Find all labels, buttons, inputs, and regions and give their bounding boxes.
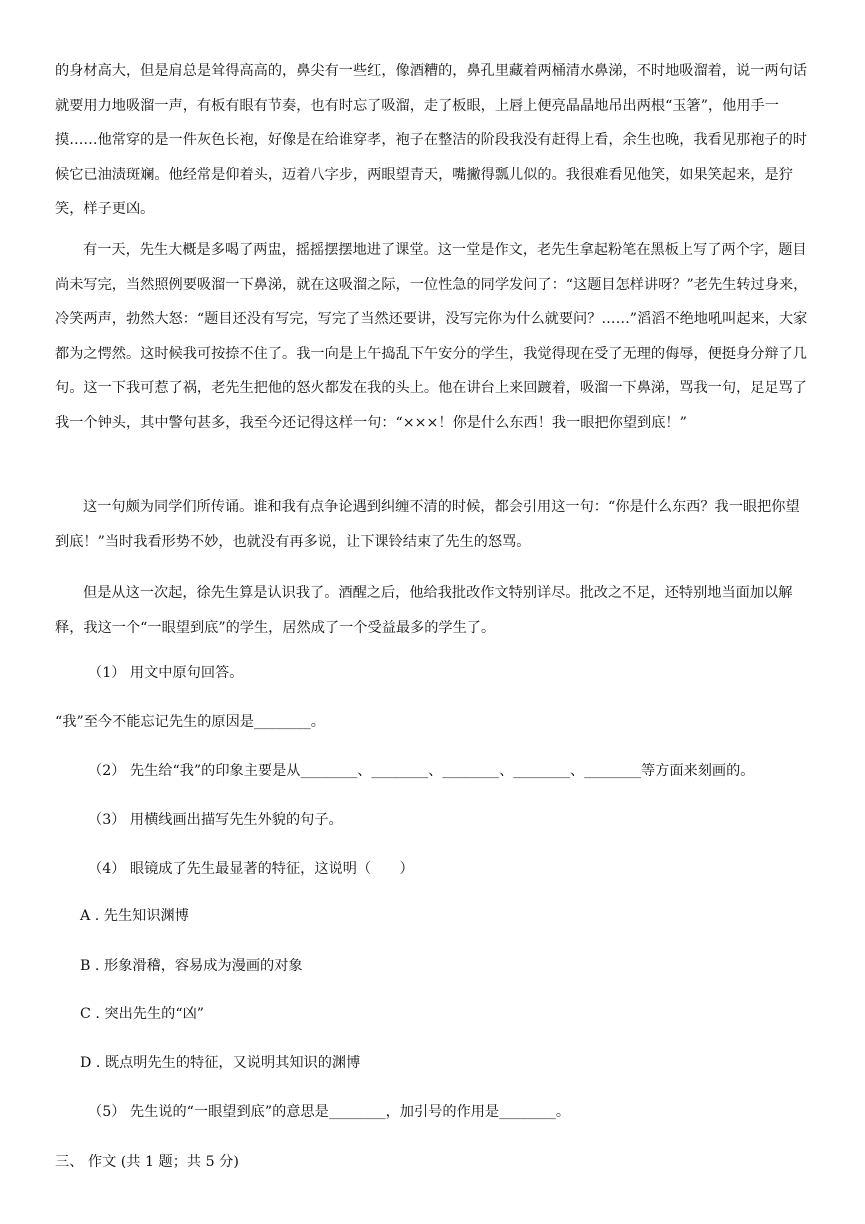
option-a: A . 先生知识渊博 xyxy=(80,908,189,924)
option-d: D . 既点明先生的特征，又说明其知识的渊博 xyxy=(80,1055,361,1071)
question-2: （2） 先生给“我”的印象主要是从________、________、________、________、________等方面来刻画的。 xyxy=(88,763,755,779)
option-b: B . 形象滑稽，容易成为漫画的对象 xyxy=(80,958,303,974)
passage-paragraph-1: 的身材高大，但是肩总是耸得高高的，鼻尖有一些红，像酒糟的，鼻孔里藏着两桶清水鼻涕，不时地吸溜着，说一两句话就要用力地吸溜一声，有板有眼有节奏，也有时忘了吸溜，走了板眼，上唇上便亮晶晶地吊出两根“玉箸”，他用手一摸……他常穿的是一件灰色长袍，好像是在给谁穿孝，袍子在整洁的阶段我没有赶得上看，余生也晚，我看见那袍子的时候它已油渍斑斓。他经常是仰着头，迈着八字步，两眼望青天，嘴撇得瓢儿似的。我很难看见他笑，如果笑起来，是狞笑，样子更凶。 xyxy=(55,63,807,217)
section-heading: 三、 作文 (共 1 题；共 5 分) xyxy=(55,1154,239,1170)
passage-paragraph-3: 这一句颇为同学们所传诵。谁和我有点争论遇到纠缠不清的时候，都会引用这一句：“你是什么东西？我一眼把你望到底！”当时我看形势不妙，也就没有再多说，让下课铃结束了先生的怒骂。 xyxy=(55,499,800,550)
question-1: （1） 用文中原句回答。 xyxy=(88,665,244,681)
question-4: （4） 眼镜成了先生最显著的特征，这说明（ ） xyxy=(88,861,414,877)
option-c: C . 突出先生的“凶” xyxy=(80,1006,205,1022)
question-1-answer-line: “我”至今不能忘记先生的原因是________。 xyxy=(55,714,325,730)
passage-paragraph-2: 有一天，先生大概是多喝了两盅，摇摇摆摆地进了课堂。这一堂是作文，老先生拿起粉笔在黑板上写了两个字，题目尚未写完，当然照例要吸溜一下鼻涕，就在这吸溜之际，一位性急的同学发问了：“这题目怎样讲呀？”老先生转过身来，冷笑两声，勃然大怒：“题目还没有写完，写完了当然还要讲，没写完你为什么就要问？……”滔滔不绝地吼叫起来，大家都为之愕然。这时候我可按捺不住了。我一向是上午捣乱下午安分的学生，我觉得现在受了无理的侮辱，便挺身分辩了几句。这一下我可惹了祸，老先生把他的怒火都发在我的头上。他在讲台上来回踱着，吸溜一下鼻涕，骂我一句，足足骂了我一个钟头，其中警句甚多，我至今还记得这样一句：“×××！你是什么东西！我一眼把你望到底！” xyxy=(55,242,808,431)
question-5: （5） 先生说的“一眼望到底”的意思是________，加引号的作用是________。 xyxy=(88,1104,571,1120)
question-3: （3） 用横线画出描写先生外貌的句子。 xyxy=(88,812,343,828)
passage-paragraph-4: 但是从这一次起，徐先生算是认识我了。酒醒之后，他给我批改作文特别详尽。批改之不足，还特别地当面加以解释，我这一个“一眼望到底”的学生，居然成了一个受益最多的学生了。 xyxy=(55,585,793,636)
